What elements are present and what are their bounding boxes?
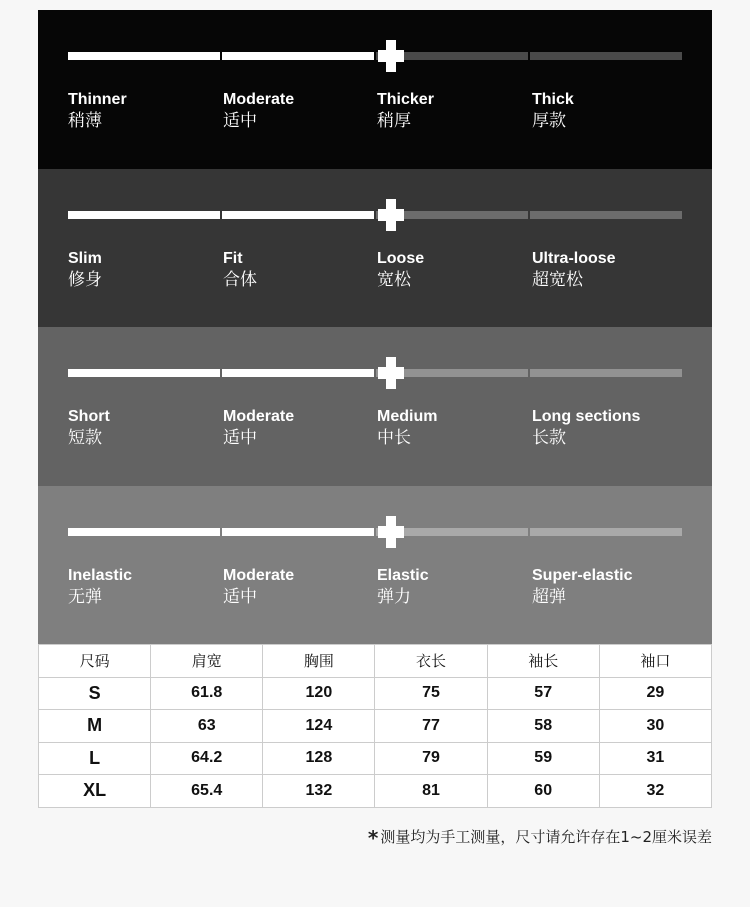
scale-segment xyxy=(222,52,374,60)
scale-marker xyxy=(378,367,404,379)
product-info-panel xyxy=(38,10,712,808)
option-label-zh: 无弹 xyxy=(68,586,102,607)
measurement-note xyxy=(368,826,712,850)
asterisk-icon: * xyxy=(367,826,379,850)
option-label-en: Elastic xyxy=(377,566,429,584)
scale-segment xyxy=(222,369,374,377)
size-table-header-row xyxy=(39,645,712,678)
table-cell: 58 xyxy=(487,710,599,743)
scale-segment xyxy=(68,528,220,536)
table-cell: 60 xyxy=(487,775,599,808)
table-cell: 75 xyxy=(375,677,487,710)
scale-segment xyxy=(530,528,682,536)
scale-segment xyxy=(68,369,220,377)
table-cell: 128 xyxy=(263,742,375,775)
option-label-en: Moderate xyxy=(223,566,295,584)
table-cell: 29 xyxy=(599,677,711,710)
scale-marker xyxy=(378,50,404,62)
scale-segment xyxy=(530,211,682,219)
size-cell: S xyxy=(39,677,151,710)
header-cuff: 袖口 xyxy=(599,645,711,678)
option-label-zh: 适中 xyxy=(223,586,257,607)
option-label-zh: 弹力 xyxy=(377,586,411,607)
option-label-zh: 稍厚 xyxy=(377,111,411,131)
elasticity-scale xyxy=(68,528,682,536)
measurement-note-text: 测量均为手工测量，尺寸请允许存在1~2厘米误差 xyxy=(380,828,712,846)
size-cell: M xyxy=(39,710,151,743)
table-cell: 59 xyxy=(487,742,599,775)
option-label-en: Slim xyxy=(68,249,102,267)
attribute-band-fit xyxy=(38,169,712,328)
option-label-zh: 适中 xyxy=(223,111,257,131)
table-cell: 77 xyxy=(375,710,487,743)
scale-segment xyxy=(530,369,682,377)
scale-marker xyxy=(378,209,404,221)
length-scale xyxy=(68,369,682,377)
option-label-zh: 修身 xyxy=(68,269,102,290)
size-table xyxy=(38,644,712,808)
table-cell: 124 xyxy=(263,710,375,743)
option-label-en: Ultra-loose xyxy=(532,249,616,267)
option-label-en: Loose xyxy=(377,249,425,267)
fit-labels xyxy=(68,249,688,299)
scale-segment xyxy=(222,211,374,219)
scale-marker xyxy=(378,526,404,538)
option-label-zh: 中长 xyxy=(377,428,411,448)
table-row xyxy=(39,677,712,710)
option-label-zh: 宽松 xyxy=(377,269,411,290)
scale-segment xyxy=(530,52,682,60)
scale-option xyxy=(68,90,127,132)
table-row xyxy=(39,775,712,808)
scale-option xyxy=(68,249,102,291)
scale-option xyxy=(377,407,437,449)
table-cell: 57 xyxy=(487,677,599,710)
attribute-band-thickness xyxy=(38,10,712,169)
thickness-labels xyxy=(68,90,688,140)
scale-option xyxy=(377,566,429,608)
scale-option xyxy=(532,90,574,132)
size-cell: L xyxy=(39,742,151,775)
scale-segment xyxy=(68,52,220,60)
option-label-en: Super-elastic xyxy=(532,566,633,584)
scale-option xyxy=(377,90,434,132)
scale-option xyxy=(377,249,424,291)
option-label-en: Thick xyxy=(532,91,574,108)
option-label-en: Thinner xyxy=(68,91,127,108)
option-label-en: Moderate xyxy=(223,408,295,425)
scale-option xyxy=(532,407,640,449)
scale-option xyxy=(223,90,294,132)
header-size: 尺码 xyxy=(39,645,151,678)
header-sleeve-length: 袖长 xyxy=(487,645,599,678)
table-cell: 64.2 xyxy=(151,742,263,775)
table-cell: 120 xyxy=(263,677,375,710)
table-cell: 32 xyxy=(599,775,711,808)
option-label-en: Medium xyxy=(377,408,438,425)
option-label-zh: 超宽松 xyxy=(532,269,583,290)
option-label-en: Moderate xyxy=(223,91,295,108)
table-cell: 132 xyxy=(263,775,375,808)
attribute-band-length xyxy=(38,327,712,486)
table-cell: 30 xyxy=(599,710,711,743)
table-cell: 61.8 xyxy=(151,677,263,710)
option-label-zh: 超弹 xyxy=(532,586,566,607)
scale-option xyxy=(532,566,632,608)
option-label-zh: 短款 xyxy=(68,428,102,448)
table-cell: 81 xyxy=(375,775,487,808)
header-chest: 胸围 xyxy=(263,645,375,678)
table-cell: 65.4 xyxy=(151,775,263,808)
option-label-zh: 厚款 xyxy=(532,111,566,131)
option-label-en: Thicker xyxy=(377,91,434,108)
scale-option xyxy=(68,407,110,449)
option-label-en: Long sections xyxy=(532,408,641,425)
table-cell: 79 xyxy=(375,742,487,775)
option-label-zh: 稍薄 xyxy=(68,111,102,131)
table-cell: 31 xyxy=(599,742,711,775)
option-label-zh: 长款 xyxy=(532,428,566,448)
table-row xyxy=(39,742,712,775)
table-cell: 63 xyxy=(151,710,263,743)
header-shoulder-width: 肩宽 xyxy=(151,645,263,678)
table-row xyxy=(39,710,712,743)
scale-option xyxy=(223,566,294,608)
option-label-en: Short xyxy=(68,408,110,425)
scale-option xyxy=(68,566,132,608)
scale-segment xyxy=(222,528,374,536)
option-label-en: Fit xyxy=(223,249,243,267)
scale-option xyxy=(223,407,294,449)
size-cell: XL xyxy=(39,775,151,808)
option-label-zh: 适中 xyxy=(223,428,257,448)
attribute-band-elasticity xyxy=(38,486,712,645)
elasticity-labels xyxy=(68,566,688,616)
option-label-en: Inelastic xyxy=(68,566,133,584)
fit-scale xyxy=(68,211,682,219)
thickness-scale xyxy=(68,52,682,60)
header-length: 衣长 xyxy=(375,645,487,678)
scale-option xyxy=(223,249,257,291)
scale-segment xyxy=(68,211,220,219)
length-labels xyxy=(68,407,688,457)
scale-option xyxy=(532,249,616,291)
option-label-zh: 合体 xyxy=(223,269,257,290)
